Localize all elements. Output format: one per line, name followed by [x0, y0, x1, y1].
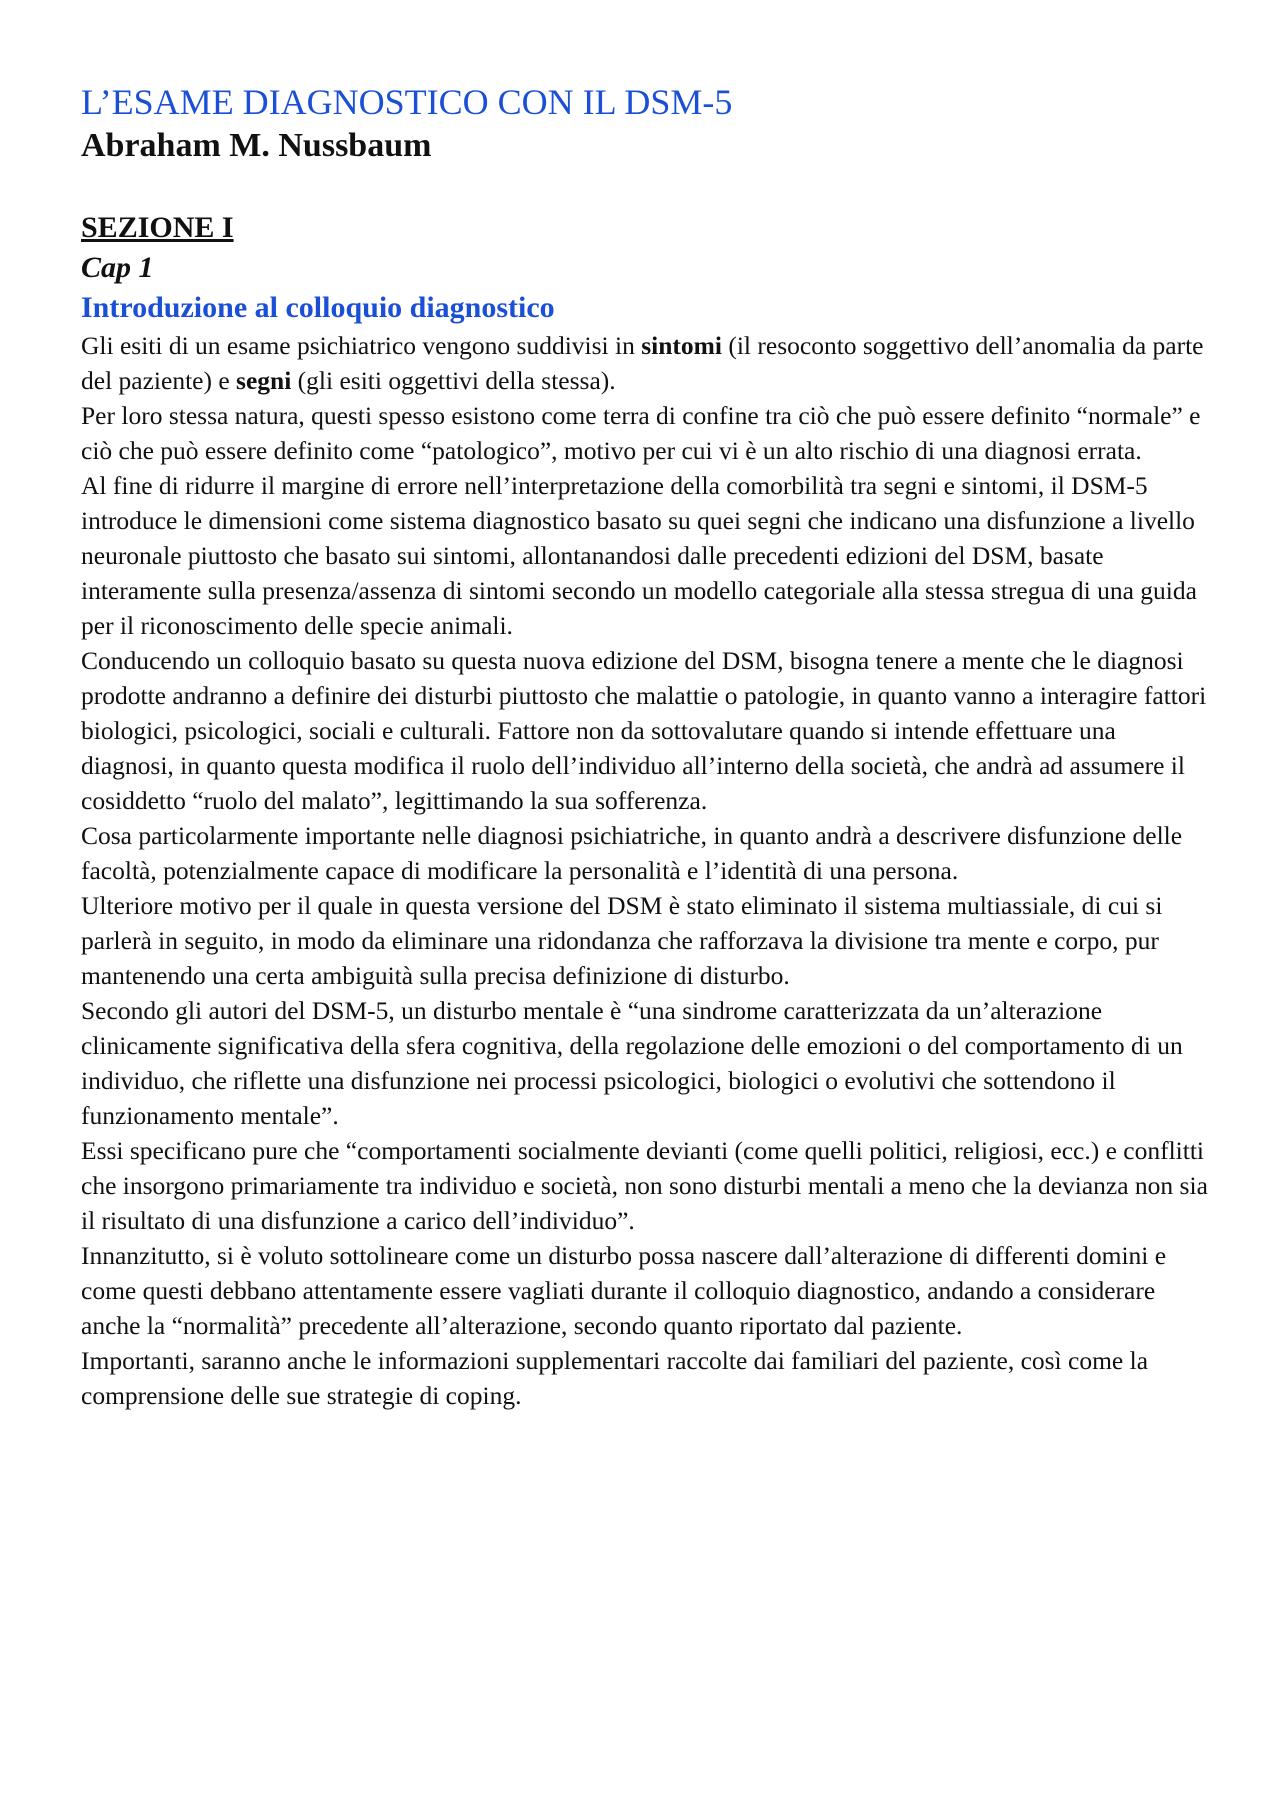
document-title: L’ESAME DIAGNOSTICO CON IL DSM-5: [81, 82, 733, 122]
paragraph-1-text-a: Gli esiti di un esame psichiatrico vengono suddivisi in: [81, 331, 642, 360]
paragraph-2: Per loro stessa natura, questi spesso esistono come terra di confine tra ciò che può essere definito “normale” e ciò che può essere definito come “patologico”, motivo per cui vi è un alto rischio di una diagnosi errata.: [81, 401, 1201, 465]
paragraph-4: Conducendo un colloquio basato su questa nuova edizione del DSM, bisogna tenere a mente che le diagnosi prodotte andranno a definire dei disturbi piuttosto che malattie o patologie, in quanto vanno a interagire fattori biologici, psicologici, sociali e culturali. Fattore non da sottovalutare quando si intende effettuare una diagnosi, in quanto questa modifica il ruolo dell’individuo all’interno della società, che andrà ad assumere il cosiddetto “ruolo del malato”, legittimando la sua sofferenza.: [81, 646, 1207, 815]
term-segni: segni: [236, 366, 292, 395]
paragraph-1: [81, 328, 1211, 398]
document-page: [81, 80, 1211, 1413]
paragraph-1-text-c: (il resoconto soggettivo dell’anomalia da parte del paziente) e: [81, 331, 1204, 395]
paragraph-8: Essi specificano pure che “comportamenti socialmente devianti (come quelli politici, religiosi, ecc.) e conflitti che insorgono primariamente tra individuo e società, non sono disturbi mentali a meno che la devianza non sia il risultato di una disfunzione a carico dell’individuo”.: [81, 1136, 1208, 1235]
paragraph-5: Cosa particolarmente importante nelle diagnosi psichiatriche, in quanto andrà a descrivere disfunzione delle facoltà, potenzialmente capace di modificare la personalità e l’identità di una persona.: [81, 821, 1183, 885]
chapter-title: Introduzione al colloquio diagnostico: [81, 291, 555, 324]
paragraph-10: Importanti, saranno anche le informazioni supplementari raccolte dai familiari del paziente, così come la comprensione delle sue strategie di coping.: [81, 1346, 1149, 1410]
paragraph-9: Innanzitutto, si è voluto sottolineare come un disturbo possa nascere dall’alterazione di differenti domini e come questi debbano attentamente essere vagliati durante il colloquio diagnostico, andando a considerare anche la “normalità” precedente all’alterazione, secondo quanto riportato dal paziente.: [81, 1241, 1167, 1340]
document-author: Abraham M. Nussbaum: [81, 127, 432, 164]
paragraph-1-text-d: (gli esiti oggettivi della stessa).: [291, 366, 616, 395]
paragraph-7: Secondo gli autori del DSM-5, un disturbo mentale è “una sindrome caratterizzata da un’alterazione clinicamente significativa della sfera cognitiva, della regolazione delle emozioni o del comportamento di un individuo, che riflette una disfunzione nei processi psicologici, biologici o evolutivi che sottendono il funzionamento mentale”.: [81, 996, 1183, 1130]
term-sintomi: sintomi: [641, 331, 722, 360]
chapter-label: Cap 1: [81, 251, 154, 284]
paragraph-3: Al fine di ridurre il margine di errore nell’interpretazione della comorbilità tra segni e sintomi, il DSM-5 introduce le dimensioni come sistema diagnostico basato su quei segni che indicano una disfunzione a livello neuronale piuttosto che basato sui sintomi, allontanandosi dalle precedenti edizioni del DSM, basate interamente sulla presenza/assenza di sintomi secondo un modello categoriale alla stessa stregua di una guida per il riconoscimento delle specie animali.: [81, 471, 1197, 640]
section-title: SEZIONE I: [81, 211, 234, 244]
paragraph-6: Ulteriore motivo per il quale in questa versione del DSM è stato eliminato il sistema multiassiale, di cui si parlerà in seguito, in modo da eliminare una ridondanza che rafforzava la divisione tra mente e corpo, pur mantenendo una certa ambiguità sulla precisa definizione di disturbo.: [81, 891, 1163, 990]
